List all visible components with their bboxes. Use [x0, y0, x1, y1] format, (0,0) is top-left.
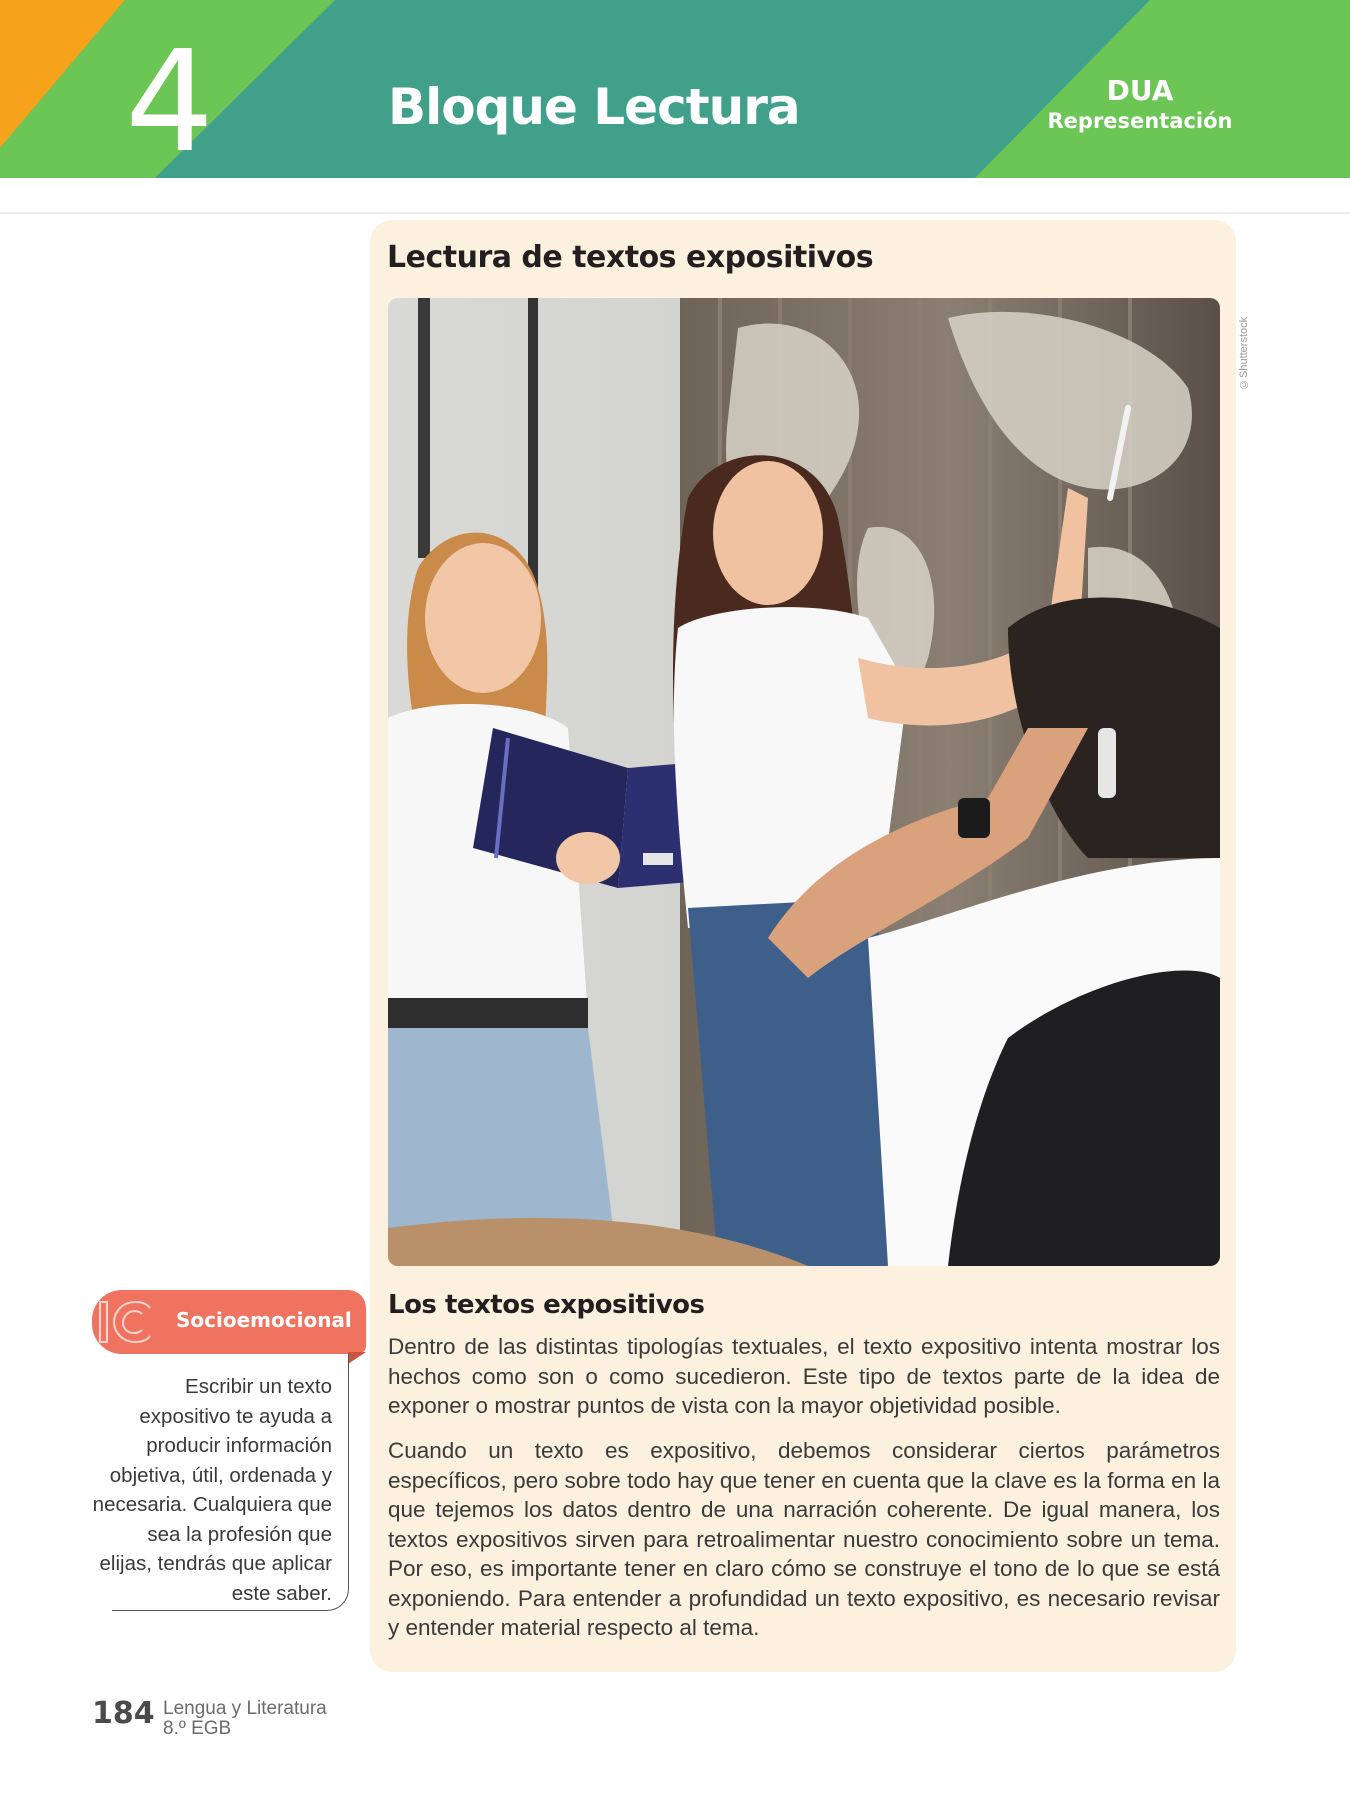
header-divider	[0, 212, 1350, 214]
socioemocional-text: Escribir un texto expositivo te ayuda a producir información objetiva, útil, ordenada y necesaria. Cualquiera que sea la profesión que elijas, tendrás que aplicar este saber.	[92, 1375, 332, 1605]
paragraph-2: Cuando un texto es expositivo, debemos considerar ciertos parámetros específicos, pero sobre todo hay que tener en cuenta que la clave es la forma en la que tejemos los datos dentro de una narración coherente. De igual manera, los textos expositivos sirven para retroalimentar nuestro conocimiento sobre un tema. Por eso, es importante tener en claro cómo se construye el tono de lo que se está exponiendo. Para entender a profundidad un texto expositivo, es necesario revisar y entender material respecto al tema.	[388, 1438, 1220, 1640]
unit-header	[0, 0, 1350, 178]
classroom-photo	[388, 298, 1220, 1266]
block-title: Bloque Lectura	[388, 78, 800, 136]
socioemocional-box	[92, 1290, 368, 1624]
dua-subtitle: Representación	[1047, 109, 1233, 133]
paragraph-1: Dentro de las distintas tipologías textuales, el texto expositivo intenta mostrar los hechos como son o como sucedieron. Este tipo de textos parte de la idea de exponer o mostrar puntos de vista con la mayor objetividad posible.	[388, 1334, 1220, 1418]
unit-number: 4	[125, 21, 215, 178]
photo-illustration	[388, 298, 1220, 1266]
photo-credit: ©Shutterstock	[1238, 316, 1250, 390]
dua-title: DUA	[1106, 74, 1174, 107]
subtitle: Los textos expositivos	[388, 1290, 705, 1320]
socioemocional-label: Socioemocional	[176, 1308, 352, 1332]
page-number: 184	[92, 1696, 155, 1731]
tab-fold	[348, 1352, 366, 1364]
socioemocional-tab	[92, 1290, 366, 1354]
dua-badge	[1030, 74, 1250, 134]
ic-logo-icon	[94, 1296, 156, 1348]
content-card	[370, 220, 1236, 1672]
footer-subject: Lengua y Literatura	[163, 1698, 327, 1719]
footer-grade: 8.º EGB	[163, 1718, 232, 1739]
section-title: Lectura de textos expositivos	[387, 240, 874, 275]
